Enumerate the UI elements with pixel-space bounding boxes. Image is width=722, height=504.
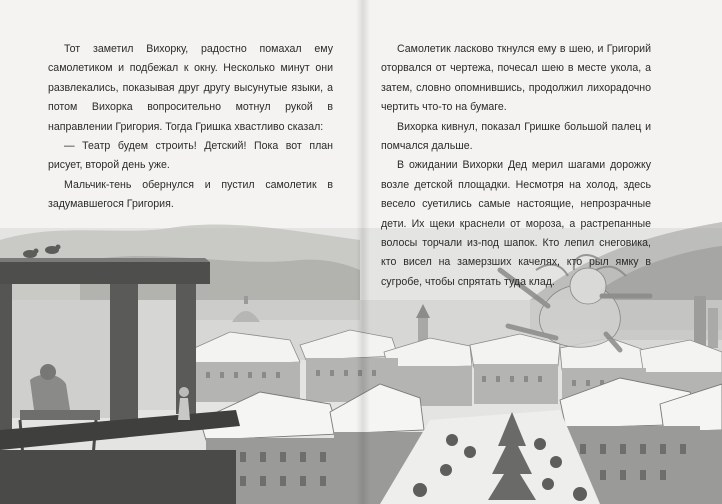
right-paragraph-3: В ожидании Вихорки Дед мерил шагами дорожку возле детской площадки. Несмотря на холод, здесь весело суетились самые настоящие, непрозрачные дети. Их щеки краснели от мороза, а растрепанные волосы торчали из-под шапок. Кто лепил снеговика, кто висел на замерзших качелях, кто рыл ямку в сугробе, чтобы спрятать туда клад. [381, 159, 651, 288]
left-paragraph-2: — Театр будем строить! Детский! Пока вот план рисует, второй день уже. [48, 140, 333, 172]
left-paragraph-1: Тот заметил Вихорку, радостно помахал ему самолетиком и подбежал к окну. Несколько минут они развлекались, показывая друг другу высунутые языки, а потом Вихорка вопросительно мотнул рукой в направлении Григория. Тогда Гришка хвастливо сказал: [48, 43, 333, 133]
right-page-text [381, 40, 651, 292]
left-paragraph-3: Мальчик-тень обернулся и пустил самолетик в задумавшегося Григория. [48, 178, 333, 211]
right-paragraph-1: Самолетик ласково ткнулся ему в шею, и Григорий оторвался от чертежа, почесал шею в месте укола, а затем, словно опомнившись, продолжил лихорадочно чертить что-то на бумаге. [381, 43, 651, 114]
right-paragraph-2: Вихорка кивнул, показал Гришке большой палец и помчался дальше. [381, 120, 651, 153]
left-page-text [48, 40, 333, 215]
book-gutter [356, 0, 370, 504]
